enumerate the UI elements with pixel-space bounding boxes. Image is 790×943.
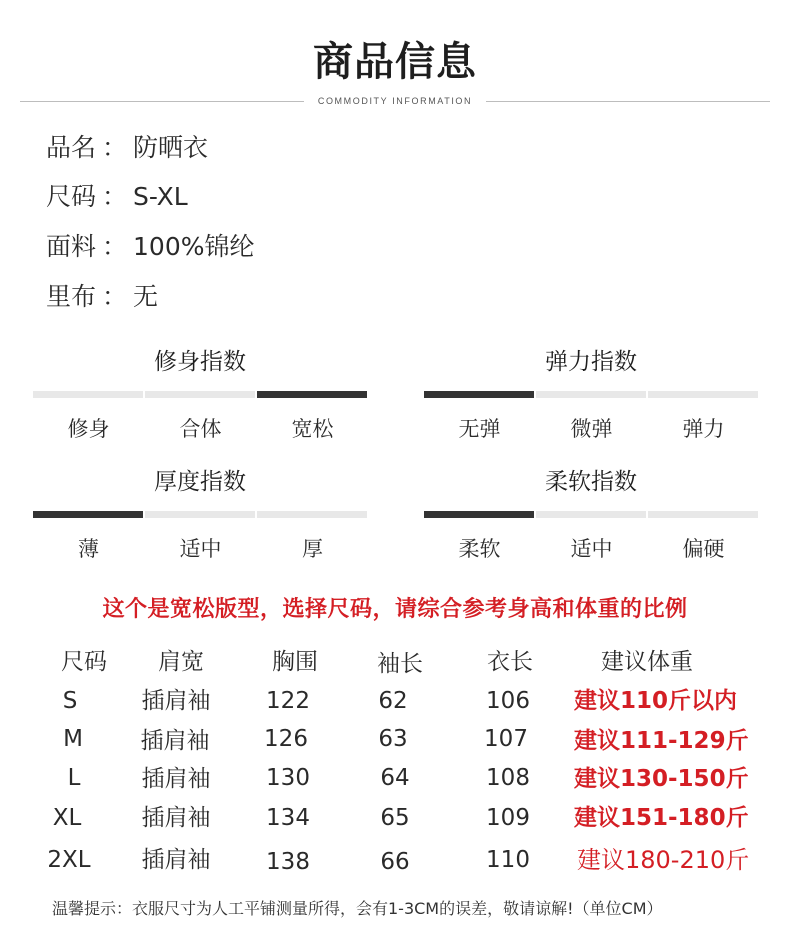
table-cell-weight: 建议111-129斤 — [574, 728, 749, 754]
table-header-cell: 建议体重 — [601, 649, 693, 675]
index-option-label: 薄 — [78, 537, 99, 561]
measurement-footnote: 温馨提示：衣服尺寸为人工平铺测量所得，会有1-3CM的误差，敬请谅解!（单位CM） — [52, 899, 663, 918]
index-bar-segment — [257, 391, 367, 398]
table-cell-sleeve: 63 — [378, 726, 408, 752]
header-divider-right — [486, 101, 770, 102]
index-option-label: 厚 — [302, 537, 323, 561]
info-label: 尺码 — [46, 182, 97, 211]
info-value: 防晒衣 — [133, 133, 209, 162]
index-title: 柔软指数 — [545, 469, 637, 495]
table-cell-weight: 建议180-210斤 — [577, 846, 750, 874]
index-option-label: 修身 — [67, 417, 110, 441]
info-value: S-XL — [133, 182, 188, 211]
index-bar-segment — [33, 391, 143, 398]
index-option-label: 合体 — [179, 417, 222, 441]
table-cell-shoulder: 插肩袖 — [140, 728, 210, 754]
index-option-label: 微弹 — [570, 417, 613, 441]
table-cell-weight: 建议130-150斤 — [574, 766, 749, 792]
table-cell-chest: 126 — [264, 726, 308, 752]
table-header-cell: 衣长 — [487, 649, 533, 675]
header-divider-left — [20, 101, 304, 102]
index-bar-segment — [145, 391, 255, 398]
index-bar-segment — [648, 511, 758, 518]
table-cell-size: L — [67, 765, 81, 791]
index-softness — [424, 467, 758, 567]
index-title: 修身指数 — [154, 349, 246, 375]
index-option-label: 适中 — [570, 537, 613, 561]
table-cell-sleeve: 62 — [378, 688, 408, 714]
index-option-label: 偏硬 — [682, 537, 725, 561]
page-subtitle: COMMODITY INFORMATION — [317, 96, 473, 106]
index-bar-segment — [424, 511, 534, 518]
index-bar-segment — [257, 511, 367, 518]
index-option-label: 适中 — [179, 537, 222, 561]
table-cell-sleeve: 64 — [380, 765, 410, 791]
index-bar-segment — [145, 511, 255, 518]
table-cell-size: S — [62, 688, 78, 714]
table-cell-chest: 134 — [266, 805, 310, 831]
index-option-label: 无弹 — [458, 417, 501, 441]
index-title: 弹力指数 — [545, 349, 637, 375]
table-cell-length: 110 — [486, 847, 530, 873]
info-row-name — [46, 132, 208, 164]
table-cell-chest: 122 — [266, 688, 310, 714]
table-cell-length: 109 — [486, 805, 530, 831]
info-separator: ： — [102, 133, 128, 162]
table-cell-sleeve: 65 — [380, 805, 410, 831]
table-cell-length: 108 — [486, 765, 530, 791]
table-cell-sleeve: 66 — [380, 849, 410, 875]
info-label: 面料 — [46, 232, 97, 261]
index-bar-segment — [536, 511, 646, 518]
info-label: 里布 — [46, 282, 97, 311]
index-elasticity — [424, 347, 758, 447]
fit-notice: 这个是宽松版型，选择尺码，请综合参考身高和体重的比例 — [102, 597, 688, 622]
table-header-cell: 胸围 — [272, 649, 318, 675]
info-separator: ： — [102, 232, 128, 261]
index-bar-segment — [648, 391, 758, 398]
table-cell-shoulder: 插肩袖 — [141, 766, 211, 792]
table-header-cell: 尺码 — [61, 649, 107, 675]
table-cell-size: 2XL — [47, 847, 91, 873]
info-value: 无 — [133, 282, 159, 311]
index-bar-segment — [424, 391, 534, 398]
page-title: 商品信息 — [313, 39, 477, 85]
table-cell-size: M — [63, 726, 83, 752]
table-header-cell: 袖长 — [377, 651, 423, 677]
index-title: 厚度指数 — [154, 469, 246, 495]
info-label: 品名 — [46, 133, 97, 162]
table-cell-chest: 138 — [266, 849, 310, 875]
info-separator: ： — [102, 282, 128, 311]
table-cell-length: 106 — [486, 688, 530, 714]
table-cell-weight: 建议110斤以内 — [574, 688, 738, 714]
index-option-label: 柔软 — [458, 537, 501, 561]
table-cell-chest: 130 — [266, 765, 310, 791]
index-thickness — [33, 467, 367, 567]
table-cell-weight: 建议151-180斤 — [574, 805, 749, 831]
info-row-lining — [46, 281, 158, 313]
index-bar-segment — [536, 391, 646, 398]
table-cell-shoulder: 插肩袖 — [141, 688, 211, 714]
info-row-fabric — [46, 231, 255, 263]
index-option-label: 宽松 — [291, 417, 334, 441]
index-fit — [33, 347, 367, 447]
index-bar-segment — [33, 511, 143, 518]
index-option-label: 弹力 — [682, 417, 725, 441]
table-header-cell: 肩宽 — [158, 649, 204, 675]
info-value: 100%锦纶 — [133, 232, 255, 261]
table-cell-shoulder: 插肩袖 — [141, 805, 211, 831]
table-cell-length: 107 — [484, 726, 528, 752]
info-row-size — [46, 181, 188, 213]
info-separator: ： — [102, 182, 128, 211]
table-cell-shoulder: 插肩袖 — [141, 847, 211, 873]
table-cell-size: XL — [52, 805, 82, 831]
